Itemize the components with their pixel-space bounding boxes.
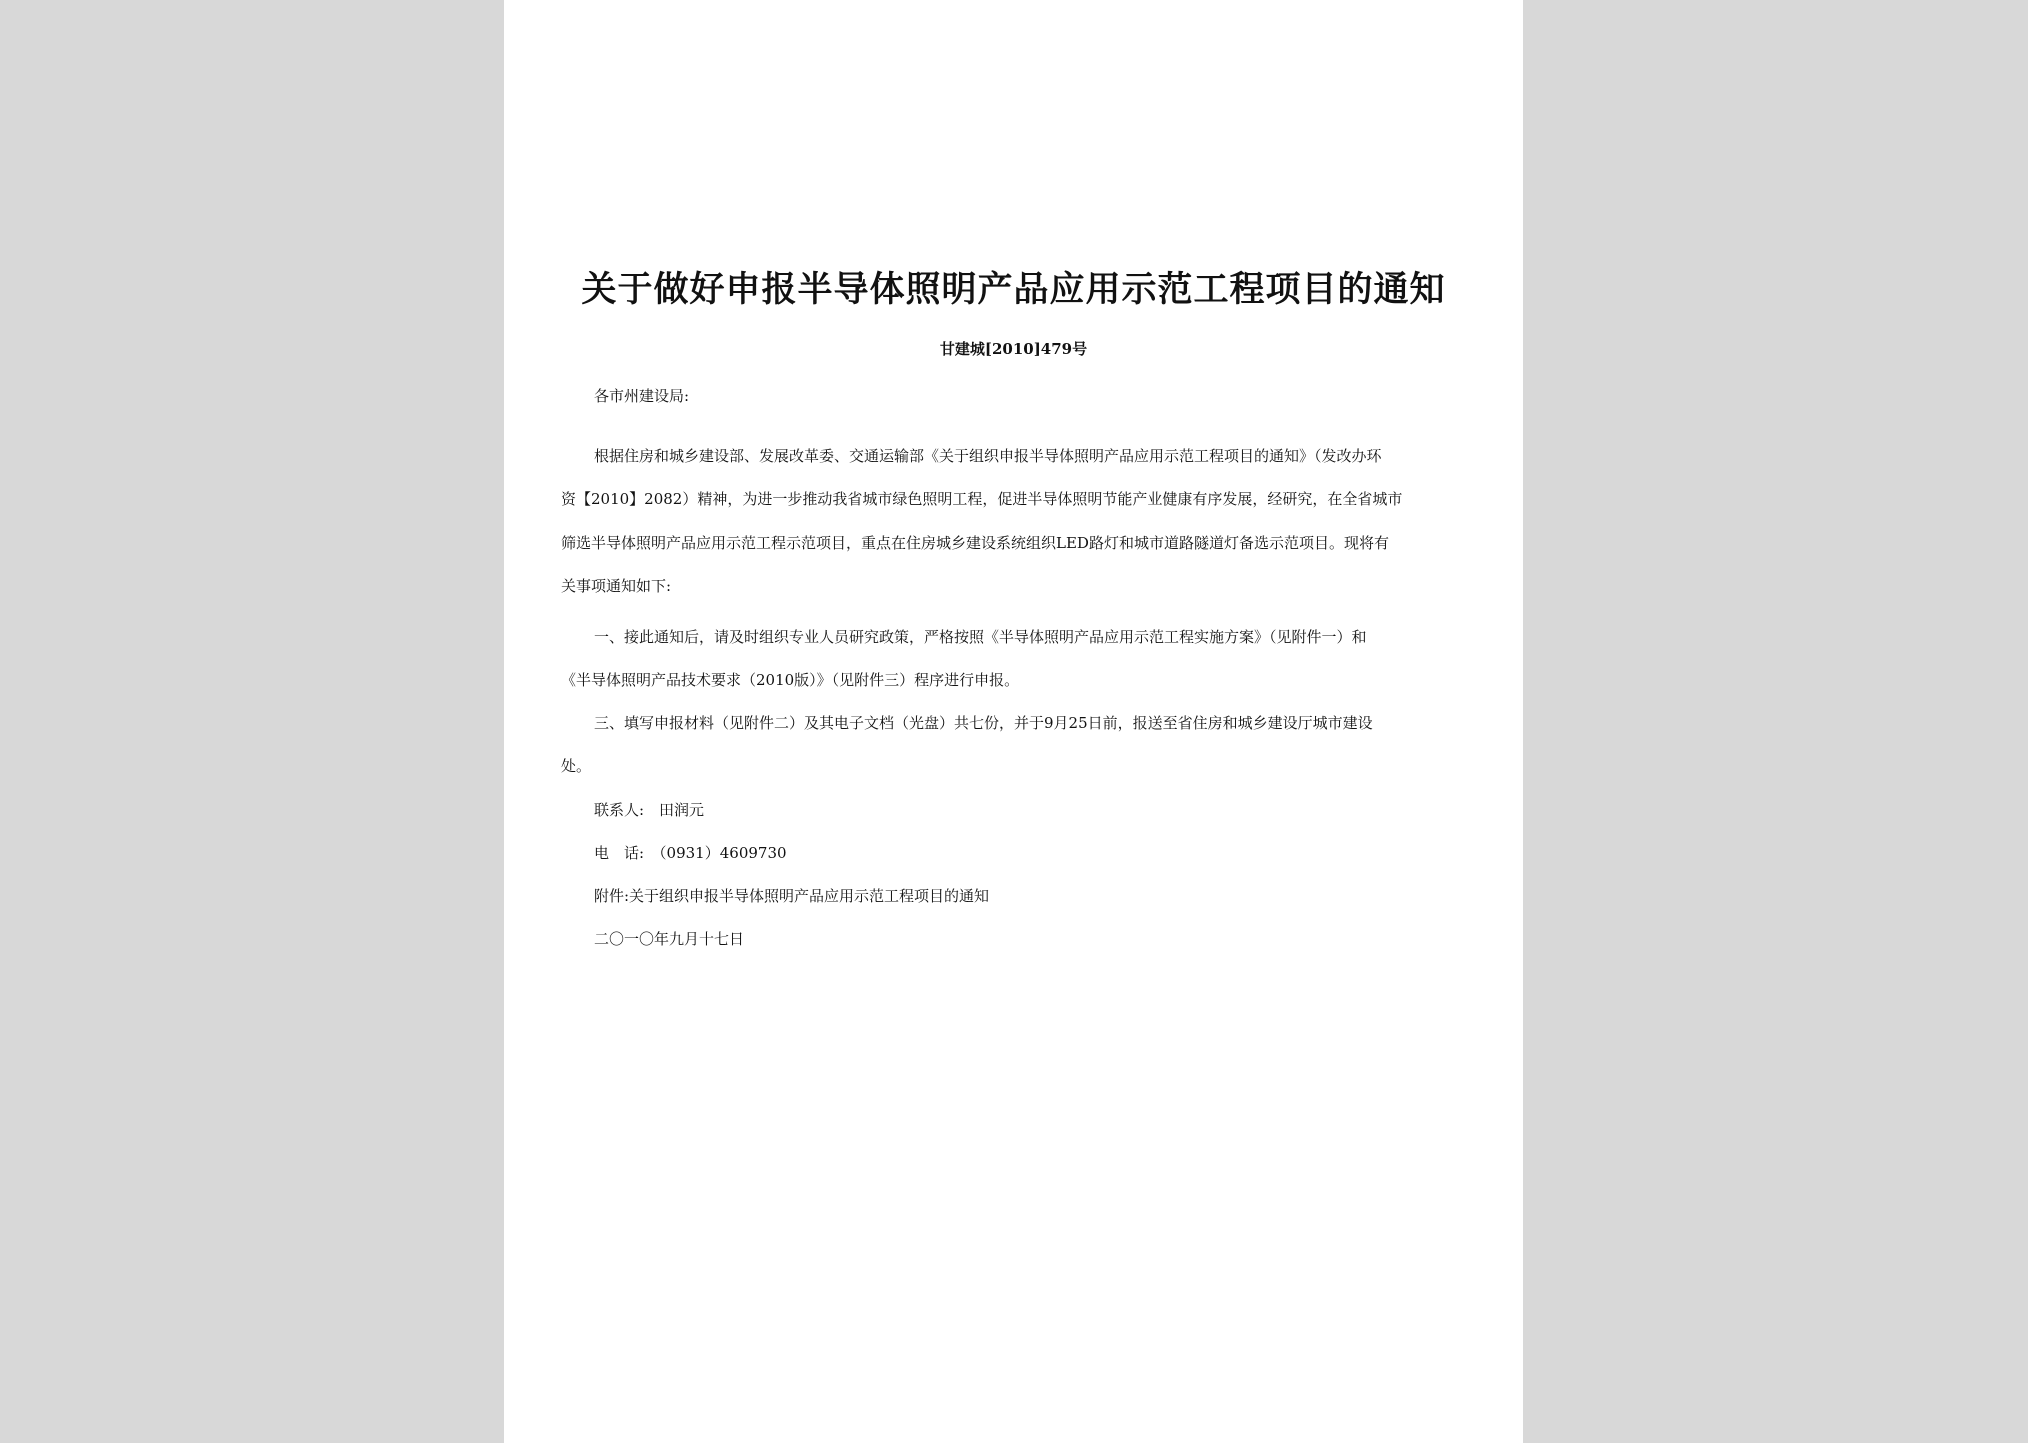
paragraph-line: 根据住房和城乡建设部、发展改革委、交通运输部《关于组织申报半导体照明产品应用示范工程项目的通知》（发改办环 [594, 447, 1382, 465]
item-line: 处。 [561, 757, 592, 775]
paragraph-line: 资【2010】2082）精神，为进一步推动我省城市绿色照明工程，促进半导体照明节能产业健康有序发展，经研究，在全省城市 [561, 490, 1403, 508]
document-title: 关于做好申报半导体照明产品应用示范工程项目的通知 [581, 269, 1446, 310]
item-line: 一、接此通知后，请及时组织专业人员研究政策，严格按照《半导体照明产品应用示范工程实施方案》（见附件一）和 [594, 628, 1367, 646]
contact-phone: 电 话: （0931）4609730 [594, 844, 787, 862]
attachment-note: 附件:关于组织申报半导体照明产品应用示范工程项目的通知 [594, 887, 990, 905]
salutation: 各市州建设局: [594, 387, 690, 405]
paragraph-line: 筛选半导体照明产品应用示范工程示范项目，重点在住房城乡建设系统组织LED路灯和城市道路隧道灯备选示范项目。现将有 [561, 534, 1389, 552]
contact-person: 联系人: 田润元 [594, 801, 705, 819]
item-line: 三、填写申报材料（见附件二）及其电子文档（光盘）共七份，并于9月25日前，报送至省住房和城乡建设厅城市建设 [594, 714, 1373, 732]
document-number: 甘建城[2010]479号 [939, 340, 1088, 358]
document-page [504, 0, 1523, 1443]
item-line: 《半导体照明产品技术要求（2010版）》（见附件三）程序进行申报。 [561, 671, 1020, 689]
paragraph-line: 关事项通知如下: [561, 577, 672, 595]
document-date: 二〇一〇年九月十七日 [594, 930, 745, 948]
